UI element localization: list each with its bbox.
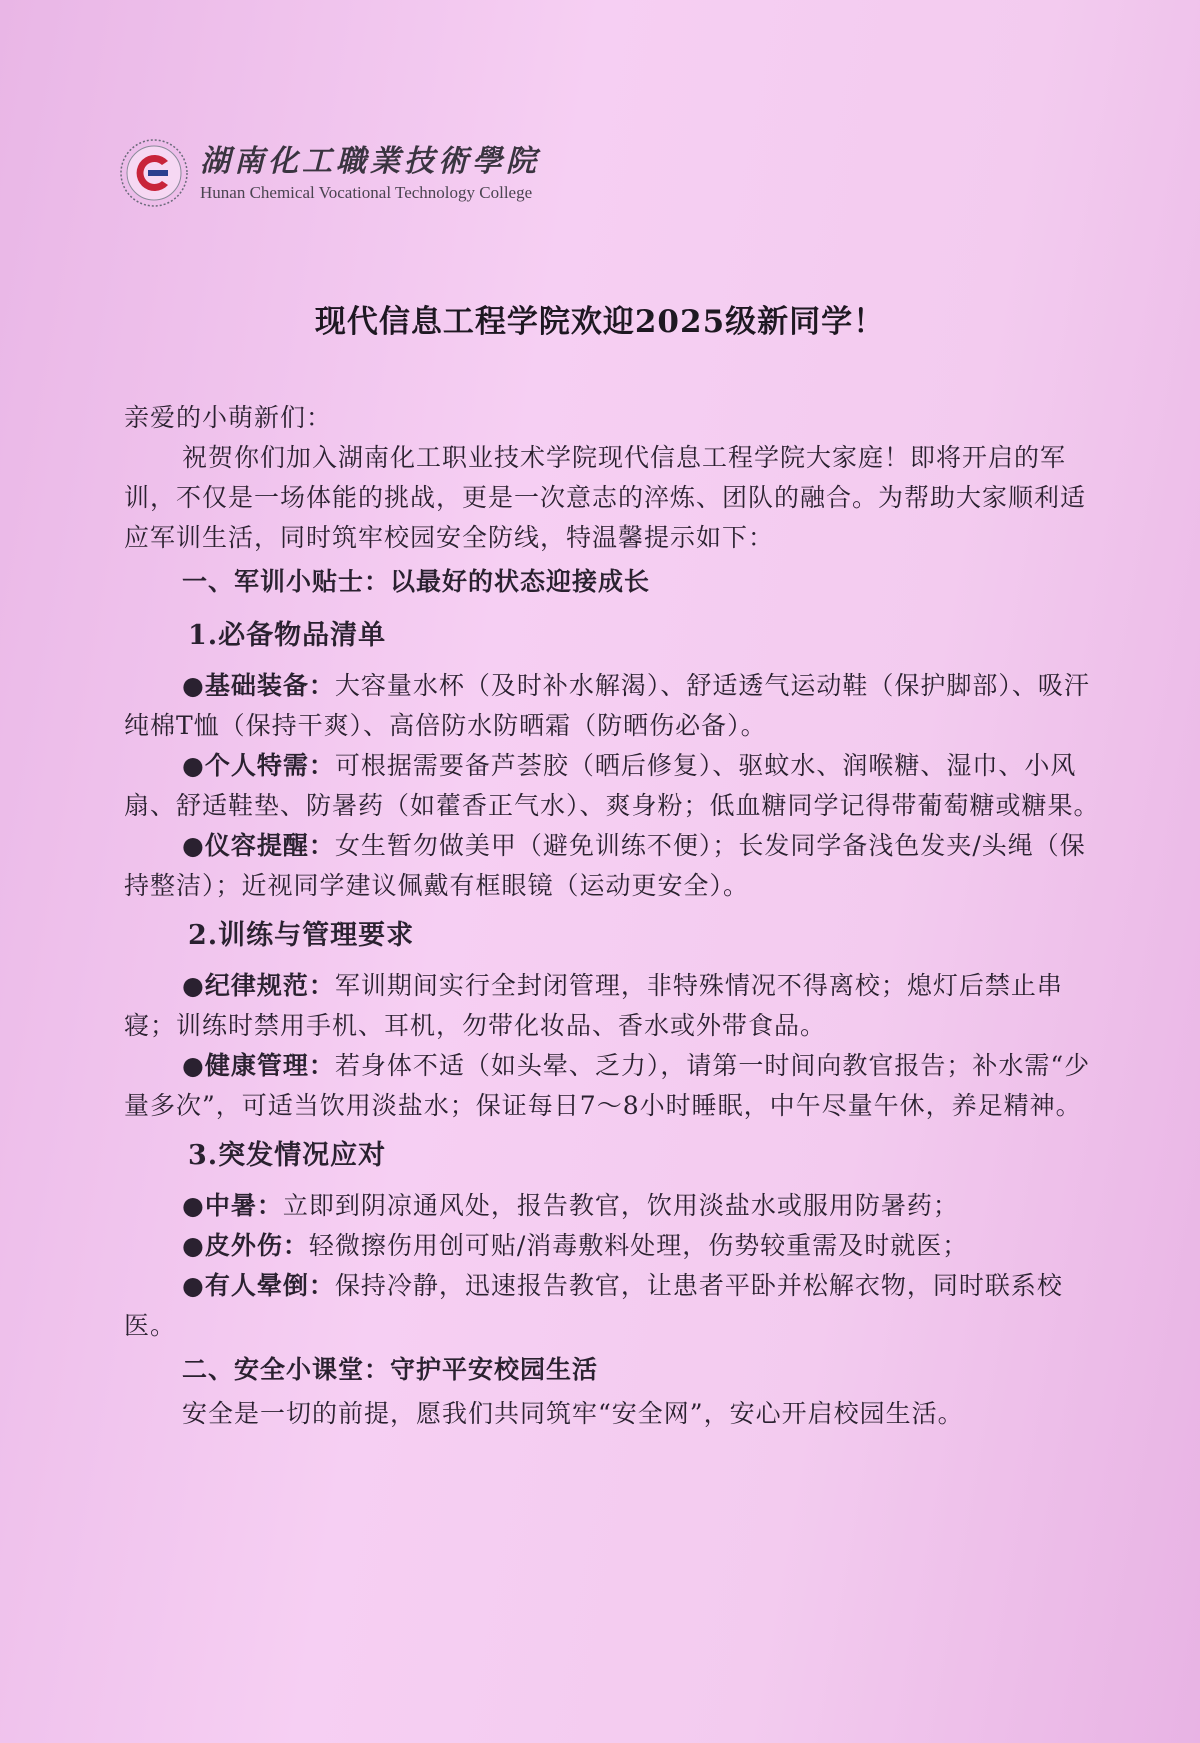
- list-item: [124, 1266, 1104, 1346]
- list-item: [124, 826, 1104, 906]
- subsection-heading-checklist: 1.必备物品清单: [188, 620, 387, 651]
- document-title: 现代信息工程学院欢迎2025级新同学！: [314, 304, 886, 340]
- list-item: [124, 966, 1104, 1046]
- bullet-icon: ●: [182, 1271, 205, 1300]
- list-item: [124, 1186, 1104, 1226]
- college-header: [118, 128, 540, 218]
- list-item-label: 基础装备：: [204, 671, 335, 700]
- college-name-cn: 湖南化工職業技術學院: [200, 144, 540, 179]
- list-item-text: 若身体不适（如头晕、乏力），请第一时间向教官报告；补水需“少量多次”，可适当饮用淡盐水；保证每日7～8小时睡眠，中午尽量午休，养足精神。: [124, 1051, 1091, 1120]
- greeting: 亲爱的小萌新们：: [124, 403, 333, 432]
- bullet-icon: ●: [182, 671, 205, 700]
- list-item-text: 保持冷静，迅速报告教官，让患者平卧并松解衣物，同时联系校医。: [124, 1271, 1063, 1340]
- list-item-label: 中暑：: [204, 1191, 283, 1220]
- list-item: [124, 746, 1104, 826]
- bullet-icon: ●: [182, 1051, 205, 1080]
- college-name-en: Hunan Chemical Vocational Technology College: [200, 183, 533, 202]
- list-item-label: 有人晕倒：: [204, 1271, 335, 1300]
- list-item: [124, 1226, 1104, 1266]
- list-item: [124, 1046, 1104, 1126]
- bullet-icon: ●: [182, 1231, 205, 1260]
- bullet-icon: ●: [182, 751, 205, 780]
- bullet-icon: ●: [182, 831, 205, 860]
- list-item-text: 军训期间实行全封闭管理，非特殊情况不得离校；熄灯后禁止串寝；训练时禁用手机、耳机，勿带化妆品、香水或外带食品。: [124, 971, 1063, 1040]
- document-body: [124, 398, 1104, 1434]
- list-item-text: 立即到阴凉通风处，报告教官，饮用淡盐水或服用防暑药；: [282, 1191, 959, 1220]
- list-item-label: 个人特需：: [204, 751, 335, 780]
- safety-intro: 安全是一切的前提，愿我们共同筑牢“安全网”，安心开启校园生活。: [182, 1399, 964, 1428]
- list-item-text: 女生暂勿做美甲（避免训练不便）；长发同学备浅色发夹/头绳（保持整洁）；近视同学建议佩戴有框眼镜（运动更安全）。: [124, 831, 1086, 900]
- subsection-heading-training: 2.训练与管理要求: [188, 920, 415, 951]
- subsection-heading-emergency: 3.突发情况应对: [188, 1140, 387, 1171]
- list-item-text: 大容量水杯（及时补水解渴）、舒适透气运动鞋（保护脚部）、吸汗纯棉T恤（保持干爽）、高倍防水防晒霜（防晒伤必备）。: [124, 671, 1090, 740]
- list-item-label: 纪律规范：: [204, 971, 335, 1000]
- bullet-icon: ●: [182, 1191, 205, 1220]
- list-item-label: 健康管理：: [204, 1051, 335, 1080]
- list-item-label: 皮外伤：: [204, 1231, 309, 1260]
- list-item: [124, 666, 1104, 746]
- list-item-text: 可根据需要备芦荟胶（晒后修复）、驱蚊水、润喉糖、湿巾、小风扇、舒适鞋垫、防暑药（如藿香正气水）、爽身粉；低血糖同学记得带葡萄糖或糖果。: [124, 751, 1100, 820]
- section-heading-safety: 二、安全小课堂：守护平安校园生活: [182, 1355, 599, 1384]
- college-emblem-icon: [118, 137, 190, 209]
- list-item-label: 仪容提醒：: [204, 831, 335, 860]
- section-heading-military-tips: 一、军训小贴士：以最好的状态迎接成长: [182, 567, 651, 596]
- list-item-text: 轻微擦伤用创可贴/消毒敷料处理，伤势较重需及时就医；: [308, 1231, 969, 1260]
- college-name-block: [200, 142, 540, 204]
- intro-paragraph: 祝贺你们加入湖南化工职业技术学院现代信息工程学院大家庭！即将开启的军训，不仅是一场体能的挑战，更是一次意志的淬炼、团队的融合。为帮助大家顺利适应军训生活，同时筑牢校园安全防线，特温馨提示如下：: [124, 443, 1087, 552]
- bullet-icon: ●: [182, 971, 205, 1000]
